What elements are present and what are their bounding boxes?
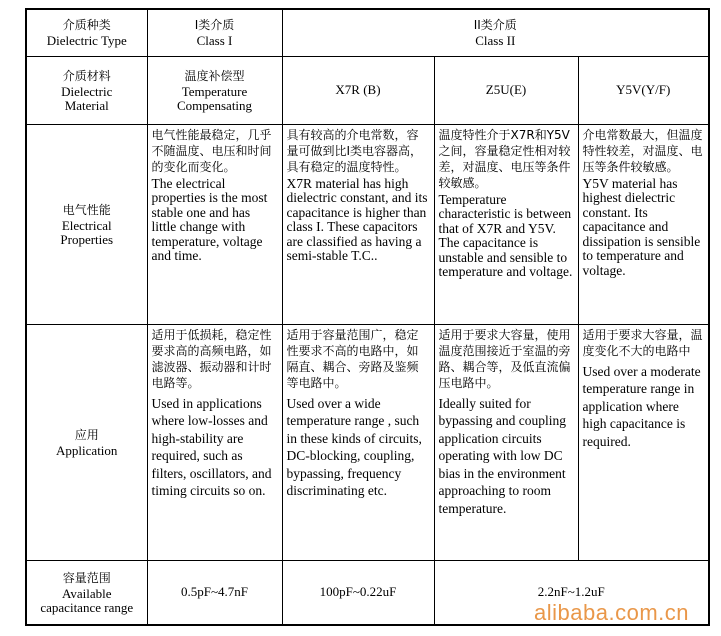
- capacitance-label: [26, 560, 147, 625]
- material-label-zh: 介质材料: [62, 68, 111, 83]
- application-class1-en: Used in applications where low-losses and high-stability are required, such as filters, oscillators, and timing circuits so on.: [151, 395, 272, 498]
- class1-en: Class I: [196, 33, 233, 49]
- application-label: [26, 324, 147, 560]
- material-class1-en1: Temperature: [181, 83, 248, 99]
- electrical-z5u-zh: 温度特性介于X7R和Y5V之间，容量稳定性相对较差，对温度、电压等条件较敏感。: [438, 127, 571, 190]
- class2-zh: II类介质: [473, 18, 517, 33]
- capacitance-class1-value: 0.5pF~4.7nF: [181, 584, 248, 600]
- class1-zh: I类介质: [194, 18, 235, 33]
- application-class1-zh: 适用于低损耗，稳定性要求高的高频电路，如滤波器、振动器和计时电路等。: [151, 327, 272, 390]
- material-label-en1: Dielectric: [61, 83, 113, 99]
- capacitance-x7r-value: 100pF~0.22uF: [319, 584, 397, 600]
- material-class1: [147, 56, 282, 124]
- capacitance-z5u-y5v-value: 2.2nF~1.2uF: [537, 584, 605, 600]
- application-label-en: Application: [56, 442, 118, 458]
- class1-header: [147, 9, 282, 56]
- electrical-x7r-en: X7R material has high dielectric constant, and its capacitance is higher than class I. These capacitors are classified as having a semi-stable T.C..: [286, 175, 428, 263]
- electrical-label-en1: Electrical: [61, 217, 112, 233]
- dielectric-comparison-table-wrapper: [25, 8, 708, 624]
- electrical-class1: [147, 124, 282, 324]
- class2-en: Class II: [475, 33, 516, 49]
- dielectric-type-header: [26, 9, 147, 56]
- application-label-zh: 应用: [74, 427, 99, 442]
- material-y5v-text: Y5V(Y/F): [616, 82, 671, 97]
- electrical-z5u: [434, 124, 578, 324]
- application-row: [26, 324, 709, 560]
- application-class1: [147, 324, 282, 560]
- application-z5u-zh: 适用于要求大容量，使用温度范围接近于室温的旁路、耦合等，及低直流偏压电路中。: [438, 327, 571, 390]
- capacitance-label-en1: Available: [61, 585, 112, 601]
- application-x7r: [282, 324, 434, 560]
- application-y5v-zh: 适用于要求大容量，温度变化不大的电路中: [582, 327, 703, 358]
- capacitance-label-zh: 容量范围: [62, 570, 111, 585]
- material-class1-zh: 温度补偿型: [184, 68, 245, 83]
- material-row: [26, 56, 709, 124]
- application-z5u-en: Ideally suited for bypassing and coupling application circuits operating with low DC bias in the environment approaching to room temperature.: [438, 395, 566, 516]
- dielectric-comparison-table: [25, 8, 710, 626]
- dielectric-type-zh: 介质种类: [62, 18, 111, 33]
- electrical-y5v-zh: 介电常数最大，但温度特性较差，对温度、电压等条件较敏感。: [582, 127, 703, 174]
- header-row: [26, 9, 709, 56]
- material-label: [26, 56, 147, 124]
- electrical-x7r: [282, 124, 434, 324]
- dielectric-type-en: Dielectric Type: [46, 33, 127, 49]
- electrical-class1-en: The electrical properties is the most stable one and has little change with temperature, voltage and time.: [151, 175, 268, 263]
- electrical-z5u-en: Temperature characteristic is between that of X7R and Y5V. The capacitance is unstable and sensible to temperature and voltage.: [438, 191, 573, 279]
- electrical-label-zh: 电气性能: [62, 202, 111, 217]
- material-x7r: [282, 56, 434, 124]
- material-z5u-text: Z5U(E): [485, 82, 527, 97]
- material-y5v: [578, 56, 709, 124]
- electrical-x7r-zh: 具有较高的介电常数，容量可做到比I类电容器高，具有稳定的温度特性。: [286, 127, 423, 174]
- material-class1-en2: Compensating: [176, 97, 253, 113]
- electrical-class1-zh: 电气性能最稳定，几乎不随温度、电压和时间的变化而变化。: [151, 127, 272, 174]
- application-x7r-zh: 适用于容量范围广，稳定性要求不高的电路中，如隔直、耦合、旁路及鉴频等电路中。: [286, 327, 419, 390]
- capacitance-label-en2: capacitance range: [40, 599, 134, 615]
- electrical-label-en2: Properties: [60, 231, 114, 247]
- material-z5u: [434, 56, 578, 124]
- electrical-row: [26, 124, 709, 324]
- material-x7r-text: X7R (B): [335, 82, 381, 97]
- capacitance-x7r: [282, 560, 434, 625]
- application-y5v: [578, 324, 709, 560]
- electrical-y5v-en: Y5V material has highest dielectric constant. Its capacitance and dissipation is sensible to temperature and voltage.: [582, 175, 701, 278]
- capacitance-class1: [147, 560, 282, 625]
- electrical-y5v: [578, 124, 709, 324]
- application-z5u: [434, 324, 578, 560]
- watermark-logo: alibaba.com.cn: [534, 600, 689, 625]
- electrical-label: [26, 124, 147, 324]
- class2-header: [282, 9, 709, 56]
- material-label-en2: Material: [64, 97, 109, 113]
- application-x7r-en: Used over a wide temperature range , such in these kinds of circuits, DC-blocking, coupling, bypassing, frequency discriminating etc.: [286, 395, 422, 498]
- application-y5v-en: Used over a moderate temperature range in application where high capacitance is required.: [582, 363, 701, 449]
